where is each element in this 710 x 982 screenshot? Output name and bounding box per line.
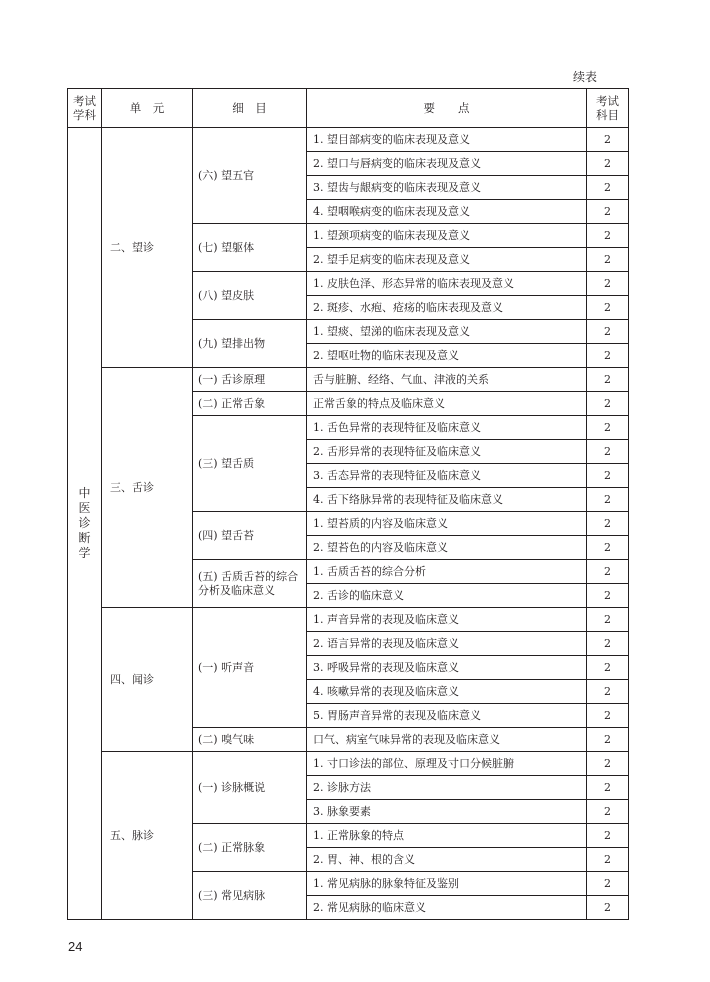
subject-code-cell: 2 [587,824,629,848]
subject-code-cell: 2 [587,296,629,320]
point-cell: 口气、病室气味异常的表现及临床意义 [307,728,587,752]
subject-code-cell: 2 [587,560,629,584]
table-row [68,368,629,392]
item-cell: (八) 望皮肤 [193,272,307,320]
subject-code-cell: 2 [587,680,629,704]
point-cell: 正常舌象的特点及临床意义 [307,392,587,416]
item-cell: (五) 舌质舌苔的综合分析及临床意义 [193,560,307,608]
point-cell: 1. 望目部病变的临床表现及意义 [307,128,587,152]
subject-code-cell: 2 [587,488,629,512]
unit-cell: 三、舌诊 [102,368,193,608]
subject-code-cell: 2 [587,728,629,752]
point-cell: 2. 舌诊的临床意义 [307,584,587,608]
item-cell: (一) 舌诊原理 [193,368,307,392]
point-cell: 4. 望咽喉病变的临床表现及意义 [307,200,587,224]
subject-code-cell: 2 [587,608,629,632]
subject-code-cell: 2 [587,896,629,920]
page-number: 24 [68,939,83,954]
subject-char: 诊 [78,516,91,530]
subject-code-cell: 2 [587,248,629,272]
subject-char: 学 [78,546,91,560]
point-cell: 1. 常见病脉的脉象特征及鉴别 [307,872,587,896]
subject-cell [68,128,102,920]
header-subject-code: 考试科目 [587,89,629,128]
subject-code-cell: 2 [587,152,629,176]
header-points: 要 点 [307,89,587,128]
item-cell: (二) 正常脉象 [193,824,307,872]
item-cell: (七) 望躯体 [193,224,307,272]
point-cell: 1. 声音异常的表现及临床意义 [307,608,587,632]
table-row [68,128,629,152]
unit-cell: 五、脉诊 [102,752,193,920]
subject-code-cell: 2 [587,320,629,344]
point-cell: 2. 语言异常的表现及临床意义 [307,632,587,656]
subject-code-cell: 2 [587,536,629,560]
point-cell: 1. 舌质舌苔的综合分析 [307,560,587,584]
subject-code-cell: 2 [587,392,629,416]
point-cell: 1. 寸口诊法的部位、原理及寸口分候脏腑 [307,752,587,776]
subject-code-cell: 2 [587,800,629,824]
header-unit: 单 元 [102,89,193,128]
point-cell: 2. 望呕吐物的临床表现及意义 [307,344,587,368]
subject-code-cell: 2 [587,344,629,368]
point-cell: 3. 脉象要素 [307,800,587,824]
subject-code-cell: 2 [587,128,629,152]
item-cell: (九) 望排出物 [193,320,307,368]
subject-code-cell: 2 [587,848,629,872]
point-cell: 1. 皮肤色泽、形态异常的临床表现及意义 [307,272,587,296]
table-row [68,608,629,632]
item-cell: (二) 嗅气味 [193,728,307,752]
item-cell: (三) 望舌质 [193,416,307,512]
subject-code-cell: 2 [587,656,629,680]
subject-code-cell: 2 [587,272,629,296]
table-row [68,752,629,776]
subject-code-cell: 2 [587,368,629,392]
subject-code-cell: 2 [587,512,629,536]
subject-char: 断 [78,531,91,545]
point-cell: 3. 望齿与龈病变的临床表现及意义 [307,176,587,200]
subject-char: 中 [78,486,91,500]
point-cell: 1. 望痰、望涕的临床表现及意义 [307,320,587,344]
point-cell: 1. 舌色异常的表现特征及临床意义 [307,416,587,440]
header-row [68,89,629,128]
unit-cell: 四、闻诊 [102,608,193,752]
point-cell: 4. 舌下络脉异常的表现特征及临床意义 [307,488,587,512]
item-cell: (二) 正常舌象 [193,392,307,416]
point-cell: 1. 正常脉象的特点 [307,824,587,848]
point-cell: 舌与脏腑、经络、气血、津液的关系 [307,368,587,392]
subject-code-cell: 2 [587,584,629,608]
point-cell: 1. 望苔质的内容及临床意义 [307,512,587,536]
subject-code-cell: 2 [587,416,629,440]
subject-code-cell: 2 [587,632,629,656]
point-cell: 2. 诊脉方法 [307,776,587,800]
point-cell: 2. 常见病脉的临床意义 [307,896,587,920]
point-cell: 2. 舌形异常的表现特征及临床意义 [307,440,587,464]
point-cell: 5. 胃肠声音异常的表现及临床意义 [307,704,587,728]
point-cell: 2. 斑疹、水疱、疮疡的临床表现及意义 [307,296,587,320]
point-cell: 2. 望手足病变的临床表现及意义 [307,248,587,272]
subject-code-cell: 2 [587,176,629,200]
point-cell: 3. 舌态异常的表现特征及临床意义 [307,464,587,488]
point-cell: 3. 呼吸异常的表现及临床意义 [307,656,587,680]
subject-code-cell: 2 [587,464,629,488]
point-cell: 4. 咳嗽异常的表现及临床意义 [307,680,587,704]
point-cell: 1. 望颈项病变的临床表现及意义 [307,224,587,248]
syllabus-table [67,88,629,920]
point-cell: 2. 望苔色的内容及临床意义 [307,536,587,560]
item-cell: (一) 诊脉概说 [193,752,307,824]
continued-table-label: 续表 [572,70,597,84]
item-cell: (四) 望舌苔 [193,512,307,560]
subject-code-cell: 2 [587,872,629,896]
subject-code-cell: 2 [587,200,629,224]
subject-code-cell: 2 [587,224,629,248]
unit-cell: 二、望诊 [102,128,193,368]
subject-code-cell: 2 [587,776,629,800]
header-subject: 考试学科 [68,89,102,128]
subject-char: 医 [78,501,91,515]
item-cell: (六) 望五官 [193,128,307,224]
subject-code-cell: 2 [587,704,629,728]
item-cell: (三) 常见病脉 [193,872,307,920]
item-cell: (一) 听声音 [193,608,307,728]
point-cell: 2. 胃、神、根的含义 [307,848,587,872]
subject-code-cell: 2 [587,752,629,776]
point-cell: 2. 望口与唇病变的临床表现及意义 [307,152,587,176]
header-item: 细 目 [193,89,307,128]
subject-code-cell: 2 [587,440,629,464]
